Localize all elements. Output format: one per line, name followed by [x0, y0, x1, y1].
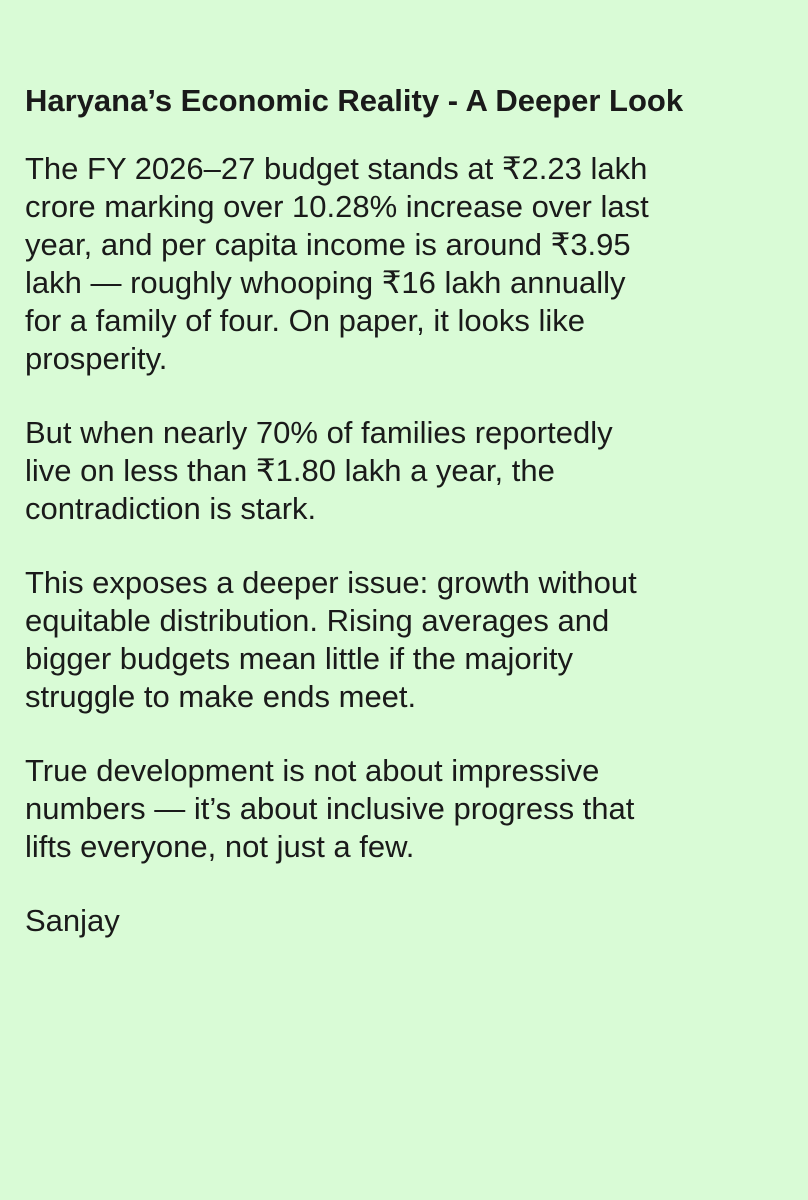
paragraph-families — [25, 414, 795, 528]
paragraph-line: True development is not about impressive — [25, 753, 600, 788]
paragraph-line: year, and per capita income is around ₹3.95 — [25, 227, 631, 262]
paragraph-line: lakh — roughly whooping ₹16 lakh annually — [25, 265, 626, 300]
paragraph-line: The FY 2026–27 budget stands at ₹2.23 lakh — [25, 151, 648, 186]
paragraph-line: numbers — it’s about inclusive progress that — [25, 791, 635, 826]
note-body — [25, 80, 795, 940]
paragraph-line: live on less than ₹1.80 lakh a year, the — [25, 453, 555, 488]
paragraph-line: struggle to make ends meet. — [25, 679, 417, 714]
paragraph-line: lifts everyone, not just a few. — [25, 829, 415, 864]
paragraph-line: prosperity. — [25, 341, 168, 376]
note-title: Haryana’s Economic Reality - A Deeper Look — [25, 83, 684, 118]
paragraph-line: for a family of four. On paper, it looks like — [25, 303, 585, 338]
paragraph-line: contradiction is stark. — [25, 491, 317, 526]
signature: Sanjay — [25, 903, 120, 938]
paragraph-issue — [25, 564, 795, 716]
paragraph-budget — [25, 150, 795, 378]
paragraph-line: crore marking over 10.28% increase over last — [25, 189, 649, 224]
paragraph-line: bigger budgets mean little if the majority — [25, 641, 573, 676]
paragraph-line: equitable distribution. Rising averages and — [25, 603, 610, 638]
paragraph-line: But when nearly 70% of families reportedly — [25, 415, 613, 450]
paragraph-line: This exposes a deeper issue: growth without — [25, 565, 637, 600]
paragraph-development — [25, 752, 795, 866]
